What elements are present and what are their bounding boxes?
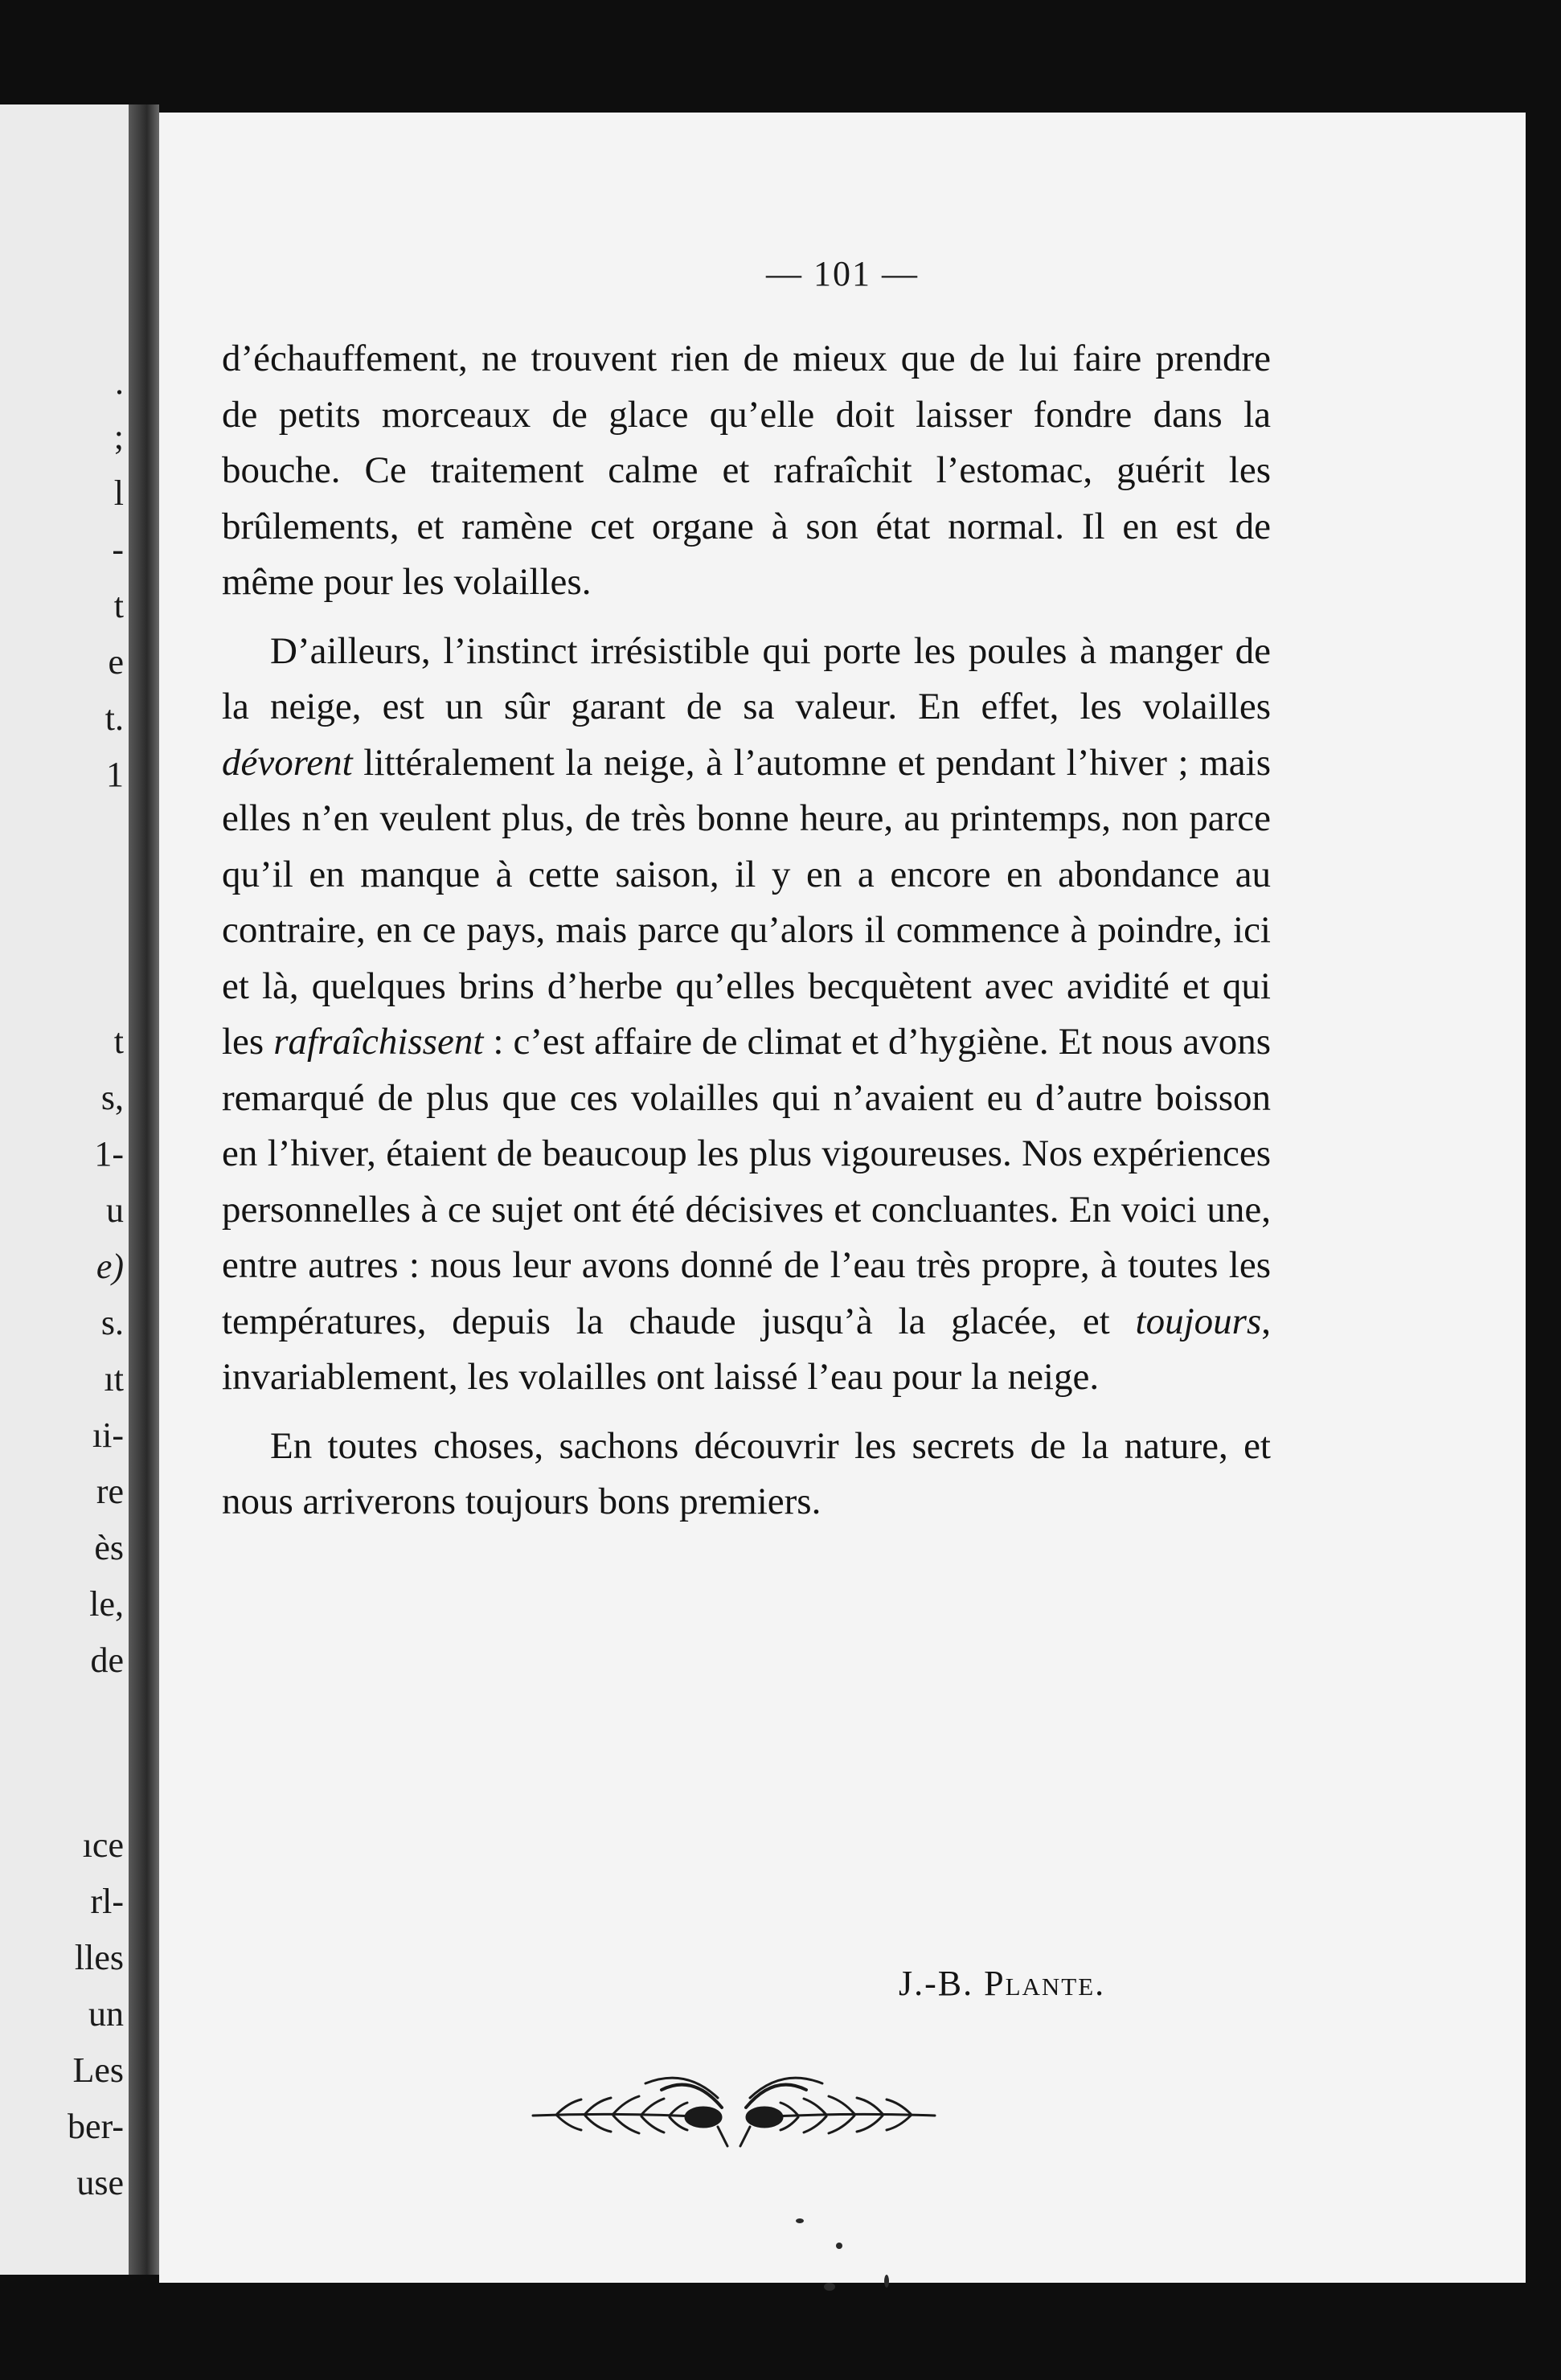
paragraph-text: littéralement la neige, à l’automne et pendant l’hiver ; mais elles n’en veulent plus, de très bonne heure, au printemps, non parce qu’il en manque à cette saison, il y en a encore en abondance au contraire, en ce pays, mais parce qu’alors il commence à poindre, ici et là, quelques brins d’herbe qu’elles becquètent avec avidité et qui les xyxy=(222,741,1271,1063)
scan-speck xyxy=(796,2218,804,2223)
emphasis-text: rafraîchissent xyxy=(273,1021,484,1063)
left-fragment: t xyxy=(113,1022,124,1061)
page-body xyxy=(222,331,1271,1530)
book-spine-shadow xyxy=(129,104,159,2275)
left-fragment: un xyxy=(88,1994,124,2034)
left-fragment: ; xyxy=(113,417,124,457)
left-facing-page xyxy=(0,104,129,2275)
left-fragment: s, xyxy=(100,1078,124,1117)
left-fragment: . xyxy=(115,363,124,402)
left-fragment: ıt xyxy=(104,1359,124,1399)
left-fragment: lles xyxy=(74,1938,124,1977)
author-signature: J.-B. Plante. xyxy=(899,1964,1106,2003)
left-fragment: de xyxy=(90,1641,124,1680)
scan-speck xyxy=(836,2243,842,2249)
paragraph-text: D’ailleurs, l’instinct irrésistible qui porte les poules à manger de la neige, est un sûr garant de sa valeur. En effet, les volailles xyxy=(222,629,1271,727)
paragraph-text: , invariablement, les volailles ont laissé l’eau pour la neige. xyxy=(222,1300,1271,1398)
paragraph xyxy=(222,624,1271,1406)
left-fragment: ber- xyxy=(68,2107,124,2146)
left-fragment: le, xyxy=(89,1584,124,1624)
left-fragment: ıi- xyxy=(92,1415,124,1455)
left-fragment: e xyxy=(108,642,124,682)
page-number: — 101 — xyxy=(766,254,919,293)
emphasis-text: toujours xyxy=(1135,1300,1262,1342)
left-fragment: e) xyxy=(96,1247,124,1286)
left-fragment: u xyxy=(106,1190,124,1230)
left-fragment: rl- xyxy=(90,1882,124,1921)
emphasis-text: dévorent xyxy=(222,741,353,784)
left-fragment: re xyxy=(96,1472,124,1511)
left-fragment: 1 xyxy=(106,755,124,794)
left-fragment: ès xyxy=(94,1528,124,1567)
left-fragment: l xyxy=(113,473,124,513)
scan-speck xyxy=(824,2283,835,2291)
left-fragment: s. xyxy=(100,1303,124,1342)
left-fragment: Les xyxy=(72,2050,124,2090)
paragraph: En toutes choses, sachons découvrir les secrets de la nature, et nous arriverons toujours bons premiers. xyxy=(222,1424,1271,1522)
book-page xyxy=(159,113,1526,2283)
left-fragment: ıce xyxy=(82,1825,124,1865)
paragraph: d’échauffement, ne trouvent rien de mieux que de lui faire prendre de petits morceaux de glace qu’elle doit laisser fondre dans la bouche. Ce traitement calme et rafraîchit l’estomac, guérit les brûlements, et ramène cet organe à son état normal. Il en est de même pour les volailles. xyxy=(222,338,1271,603)
left-fragment: t xyxy=(113,586,124,625)
scan-speck xyxy=(884,2275,889,2288)
paragraph-text: : c’est affaire de climat et d’hygiène. Et nous avons remarqué de plus que ces volailles qui n’avaient eu d’autre boisson en l’hiver, étaient de beaucoup les plus vigoureuses. Nos expériences personnelles à ce sujet ont été décisives et concluantes. En voici une, entre autres : nous leur avons donné de l’eau très propre, à toutes les températures, depuis la chaude jusqu’à la glacée, et xyxy=(222,1021,1271,1342)
left-fragment: 1- xyxy=(94,1134,124,1174)
left-fragment: t. xyxy=(104,698,124,738)
left-fragment: use xyxy=(76,2163,124,2202)
swallows-ornament-icon xyxy=(525,2066,943,2154)
left-fragment: - xyxy=(112,530,124,569)
